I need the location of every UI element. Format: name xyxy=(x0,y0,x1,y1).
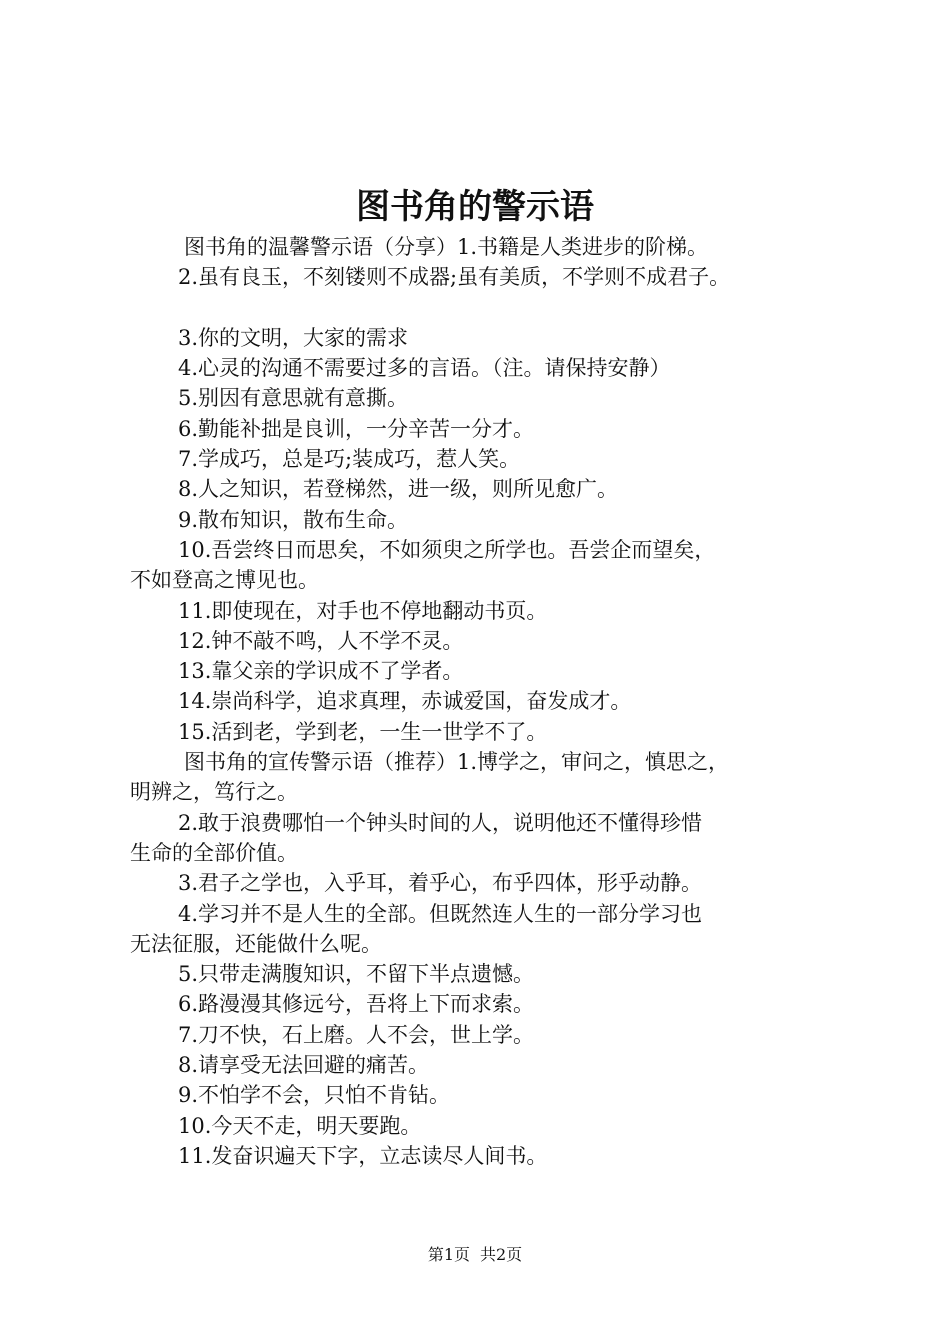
paragraph-line: 15.活到老，学到老，一生一世学不了。 xyxy=(178,719,548,744)
paragraph-line: 12.钟不敲不鸣，人不学不灵。 xyxy=(178,628,464,653)
paragraph-line: 4.心灵的沟通不需要过多的言语。（注。请保持安静） xyxy=(178,356,671,381)
paragraph-line: 6.路漫漫其修远兮，吾将上下而求索。 xyxy=(178,992,535,1017)
paragraph-line: 6.勤能补拙是良训，一分辛苦一分才。 xyxy=(178,416,535,441)
paragraph-line: 不如登高之博见也。 xyxy=(130,568,319,593)
paragraph-line: 14.崇尚科学，追求真理，赤诚爱国，奋发成才。 xyxy=(178,689,632,714)
paragraph-line: 图书角的宣传警示语（推荐）1.博学之，审问之，慎思之， xyxy=(184,750,730,775)
paragraph-line: 明辨之，笃行之。 xyxy=(130,780,298,805)
paragraph-line: 生命的全部价值。 xyxy=(130,840,298,865)
paragraph-line: 9.不怕学不会，只怕不肯钻。 xyxy=(178,1083,451,1108)
paragraph-line: 7.刀不快，石上磨。人不会，世上学。 xyxy=(178,1022,535,1047)
paragraph-line: 无法征服，还能做什么呢。 xyxy=(130,931,382,956)
paragraph-line: 13.靠父亲的学识成不了学者。 xyxy=(178,659,464,684)
paragraph-line: 11.发奋识遍天下字，立志读尽人间书。 xyxy=(178,1143,548,1168)
paragraph-line: 8.请享受无法回避的痛苦。 xyxy=(178,1053,430,1078)
paragraph-line: 10.今天不走，明天要跑。 xyxy=(178,1113,422,1138)
paragraph-line: 3.君子之学也，入乎耳，着乎心，布乎四体，形乎动静。 xyxy=(178,871,703,896)
paragraph-line: 5.只带走满腹知识，不留下半点遗憾。 xyxy=(178,962,535,987)
blank-line xyxy=(130,293,850,323)
paragraph-line: 4.学习并不是人生的全部。但既然连人生的一部分学习也 xyxy=(178,901,703,926)
paragraph-line: 图书角的温馨警示语（分享）1.书籍是人类进步的阶梯。 xyxy=(184,235,709,259)
page-title: 图书角的警示语 xyxy=(356,187,594,227)
page-total: 共2页 xyxy=(480,1245,523,1264)
paragraph-line: 11.即使现在，对手也不停地翻动书页。 xyxy=(178,598,548,623)
paragraph-line: 3.你的文明，大家的需求 xyxy=(178,325,409,350)
paragraph-line: 7.学成巧，总是巧;装成巧，惹人笑。 xyxy=(178,447,521,472)
paragraph-line: 2.敢于浪费哪怕一个钟头时间的人，说明他还不懂得珍惜 xyxy=(178,810,703,835)
paragraph-line: 9.散布知识，散布生命。 xyxy=(178,507,409,532)
document-body xyxy=(130,232,850,1171)
paragraph-line: 5.别因有意思就有意撕。 xyxy=(178,386,409,411)
paragraph-line: 2.虽有良玉，不刻镂则不成器;虽有美质，不学则不成君子。 xyxy=(178,265,731,290)
page-footer xyxy=(0,1243,950,1267)
page-number: 第1页 xyxy=(427,1245,470,1264)
paragraph-line: 10.吾尝终日而思矣，不如须臾之所学也。吾尝企而望矣， xyxy=(178,537,716,562)
paragraph-line: 8.人之知识，若登梯然，进一级，则所见愈广。 xyxy=(178,477,619,502)
